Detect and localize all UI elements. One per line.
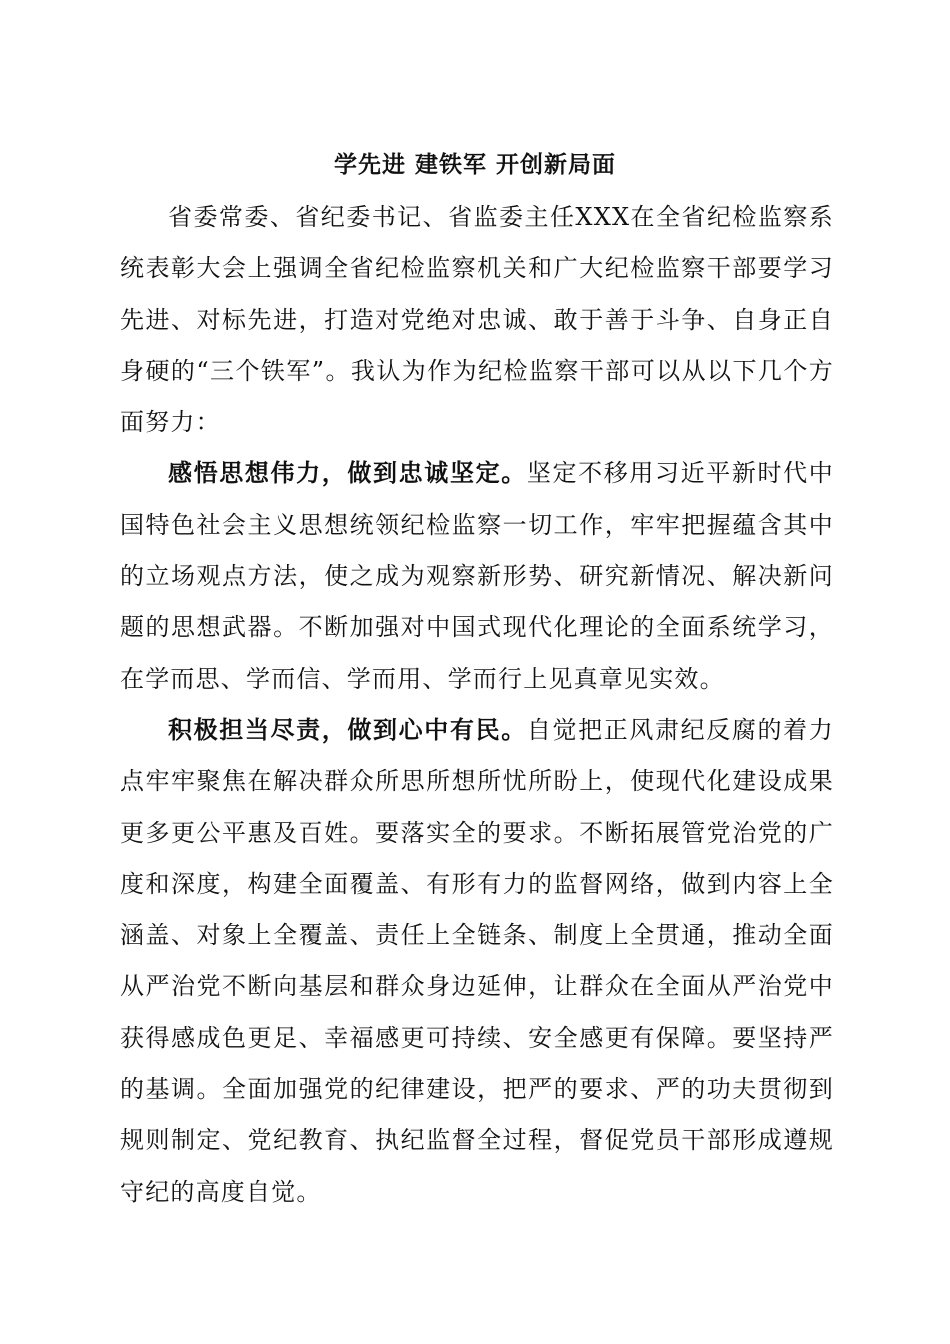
- section-heading-people: 积极担当尽责，做到心中有民。: [168, 715, 527, 744]
- document-title: 学先进 建铁军 开创新局面: [333, 152, 616, 178]
- section-text-loyalty: 坚定不移用习近平新时代中国特色社会主义思想统领纪检监察一切工作，牢牢把握蕴含其中的立场观点方法，使之成为观察新形势、研究新情况、解决新问题的思想武器。不断加强对中国式现代化理论的全面系统学习，在学而思、学而信、学而用、学而行上见真章见实效。: [120, 459, 834, 693]
- section-paragraph-people: [120, 705, 834, 1218]
- section-text-people: 自觉把正风肃纪反腐的着力点牢牢聚焦在解决群众所思所想所忧所盼上，使现代化建设成果更多更公平惠及百姓。要落实全的要求。不断拓展管党治党的广度和深度，构建全面覆盖、有形有力的监督网络，做到内容上全涵盖、对象上全覆盖、责任上全链条、制度上全贯通，推动全面从严治党不断向基层和群众身边延伸，让群众在全面从严治党中获得感成色更足、幸福感更可持续、安全感更有保障。要坚持严的基调。全面加强党的纪律建设，把严的要求、严的功夫贯彻到规则制定、党纪教育、执纪监督全过程，督促党员干部形成遵规守纪的高度自觉。: [120, 715, 834, 1206]
- intro-paragraph: [120, 192, 834, 448]
- document-body: [120, 192, 834, 1218]
- section-paragraph-loyalty: [120, 448, 834, 704]
- section-heading-loyalty: 感悟思想伟力，做到忠诚坚定。: [168, 459, 527, 488]
- intro-paragraph-text: 省委常委、省纪委书记、省监委主任XXX在全省纪检监察系统表彰大会上强调全省纪检监察机关和广大纪检监察干部要学习先进、对标先进，打造对党绝对忠诚、敢于善于斗争、自身正自身硬的“三个铁军”。我认为作为纪检监察干部可以从以下几个方面努力：: [120, 203, 834, 437]
